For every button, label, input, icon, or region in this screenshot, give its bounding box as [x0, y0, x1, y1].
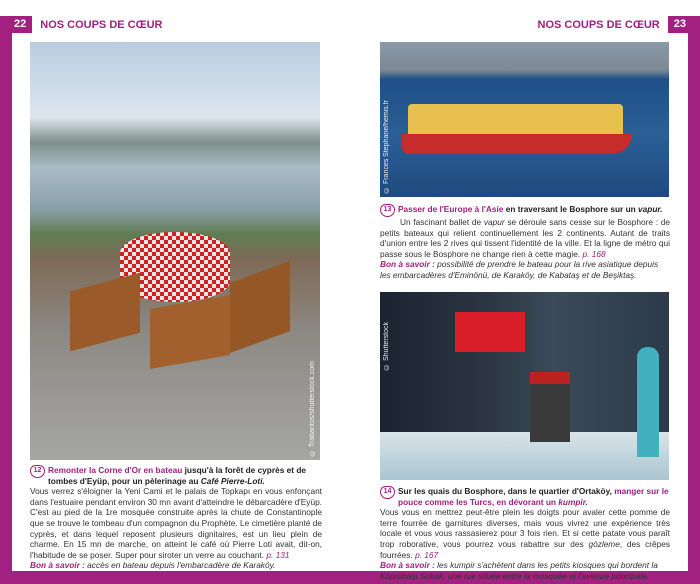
chair — [70, 273, 140, 352]
photo-credit: © Trabantos/shutterstock.com — [309, 361, 316, 456]
item-12 — [30, 465, 322, 571]
photo-credit: © Frances Stephane/hemis.fr — [383, 100, 390, 193]
body-text: se déroule sans cesse sur le Bosphore : de petits bateaux qui relient continuellement les 2 continents. Autant de traits d'union entre les 2 rives qui tissent l'identité de la ville. Et la ligne de métro qui passe sous le Bosphore ne change rien à cette magie. — [380, 217, 670, 259]
item-body — [30, 486, 322, 560]
boat-deck — [380, 432, 669, 480]
item-14 — [380, 486, 670, 581]
ferry-photo — [380, 42, 669, 197]
tip-label: Bon à savoir : — [380, 259, 435, 270]
page-reference-link[interactable]: p. 131 — [266, 549, 290, 560]
tip — [380, 560, 670, 581]
body-text: Vous vous en mettrez peut-être plein les doigts pour avaler cette pomme de terre fourrée de garnitures diverses, mais vous vivrez une expérience très locale et vous vous rassasierez pour 3 fois rien. Et si cette patate vous paraît trop roborative, vous pourrez vous rabattre sur des — [380, 507, 670, 549]
item-body — [380, 217, 670, 259]
tip — [380, 259, 670, 280]
heart-number-icon: 12 — [30, 465, 45, 478]
photo-credit: © Shutterstock — [383, 322, 390, 370]
page-reference-link[interactable]: p. 167 — [415, 549, 439, 560]
title-italic: kumpir. — [558, 496, 588, 507]
body-text: , des crêpes fourrées. — [380, 538, 670, 560]
body-italic: vapur — [483, 217, 505, 227]
title-italic: Café Pierre-Loti. — [200, 475, 265, 486]
tip-label: Bon à savoir : — [30, 560, 85, 571]
golden-horn-photo — [30, 42, 320, 460]
title-highlight: Passer de l'Europe à l'Asie — [398, 204, 504, 214]
tip-label: Bon à savoir : — [380, 560, 435, 571]
tip-text: les kumpir s'achètent dans les petits kiosques qui bordent la Köprübaşı Sokak, une rue située entre la mosquée et l'avenue principale. — [380, 560, 658, 581]
page-number: 23 — [668, 16, 700, 33]
item-title — [398, 486, 670, 507]
chair — [230, 261, 290, 353]
item-body — [380, 507, 670, 560]
running-title: NOS COUPS DE CŒUR — [537, 18, 660, 31]
item-title — [48, 465, 322, 486]
chair — [150, 295, 230, 369]
heart-number-icon: 13 — [380, 204, 395, 217]
body-text: Vous verrez s'éloigner la Yeni Cami et le palais de Topkapı en vous enfonçant dans l'estuaire pendant environ 30 mn avant d'atteindre le débarcadère d'Eyüp. C'est au pied de la 1re mosquée construite après la chute de Constantinople que se trouve le tombeau d'un compagnon du Prophète. Le cimetière planté de cyprès, et dans lequel reposent plusieurs dignitaires, est un lieu plein de charme. En 15 mn de marche, on atteint le café où Pierre Loti avait, dit-on, l'habitude de se poser. Super pour siroter un verre au couchant. — [30, 486, 322, 560]
vendor-figure — [530, 372, 570, 442]
page-reference-link[interactable]: p. 168 — [582, 248, 606, 259]
item-title — [398, 204, 663, 217]
left-header — [0, 16, 163, 33]
title-text: Sur les quais du Bosphore, dans le quartier d'Ortaköy, — [398, 486, 615, 496]
turkish-flag — [455, 312, 525, 352]
top-margin — [0, 0, 700, 16]
title-highlight: manger sur le pouce comme les Turcs, en dévorant un — [398, 486, 669, 507]
item-13 — [380, 204, 670, 281]
ferry-hull — [402, 134, 632, 154]
running-title: NOS COUPS DE CŒUR — [40, 18, 163, 31]
title-text: jusqu'à la forêt de cyprès et de tombes d'Eyüp, pour un pèlerinage au — [48, 465, 306, 486]
tip-text: accès en bateau depuis l'embarcadère de Karaköy. — [84, 560, 276, 571]
heart-number-icon: 14 — [380, 486, 395, 499]
page-number: 22 — [0, 16, 32, 33]
tip-text: possibilité de prendre le bateau pour la rive asiatique depuis les embarcadères d'Eminönü, de Karaköy, de Kabataş et de Beşiktaş. — [380, 259, 659, 280]
body-italic: gözleme — [588, 538, 620, 549]
tip — [30, 560, 322, 571]
boat-ornament — [637, 347, 659, 457]
kumpir-vendor-photo — [380, 292, 669, 480]
title-italic: vapur. — [638, 204, 663, 214]
body-text: Un fascinant ballet de — [400, 217, 484, 227]
right-header — [538, 16, 700, 33]
title-highlight: Remonter la Corne d'Or en bateau — [48, 465, 183, 475]
title-text: en traversant le Bosphore sur un — [503, 204, 639, 214]
